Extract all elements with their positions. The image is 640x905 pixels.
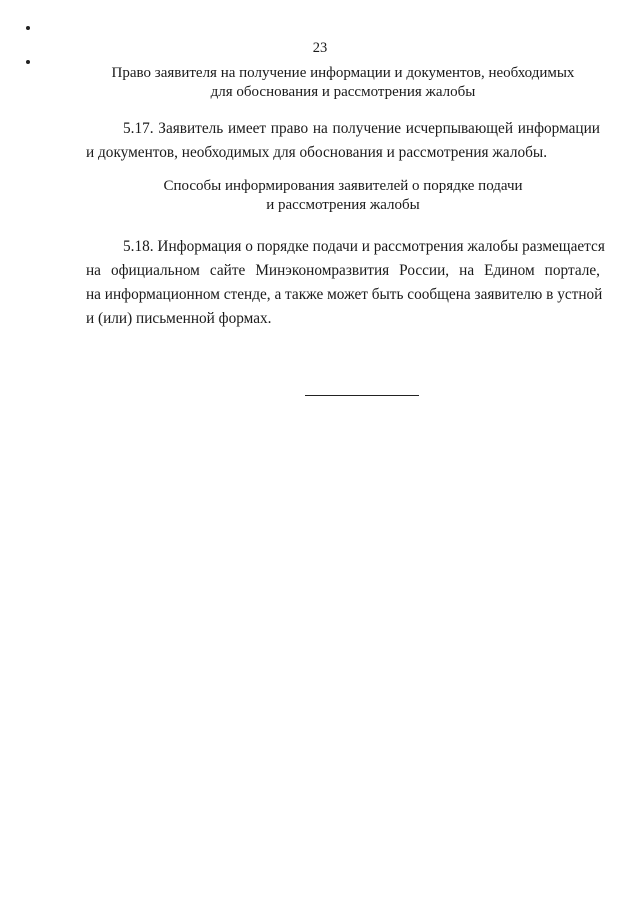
page-number: 23 (312, 40, 328, 56)
scan-speck (26, 26, 30, 30)
paragraph-line: и документов, необходимых для обоснования и рассмотрения жалобы. (86, 144, 548, 161)
end-of-document-rule (305, 395, 419, 396)
paragraph-line: и (или) письменной формах. (86, 310, 272, 327)
paragraph-line: 5.18. Информация о порядке подачи и рассмотрения жалобы размещается (123, 238, 605, 255)
paragraph-line: 5.17. Заявитель имеет право на получение исчерпывающей информации (123, 120, 600, 137)
heading-line: Способы информирования заявителей о порядке подачи (163, 178, 523, 194)
heading-line: Право заявителя на получение информации и документов, необходимых (111, 65, 575, 81)
paragraph-line: на информационном стенде, а также может быть сообщена заявителю в устной (86, 286, 603, 303)
paragraph-5-17 (86, 117, 600, 165)
paragraph-line: на официальном сайте Минэкономразвития России, на Едином портале, (86, 262, 600, 279)
section-heading-informing-methods (86, 177, 600, 215)
section-heading-right-to-information (86, 64, 600, 102)
paragraph-5-18 (86, 235, 605, 331)
heading-line: для обоснования и рассмотрения жалобы (210, 84, 476, 100)
scan-speck (26, 60, 30, 64)
heading-line: и рассмотрения жалобы (266, 197, 420, 213)
